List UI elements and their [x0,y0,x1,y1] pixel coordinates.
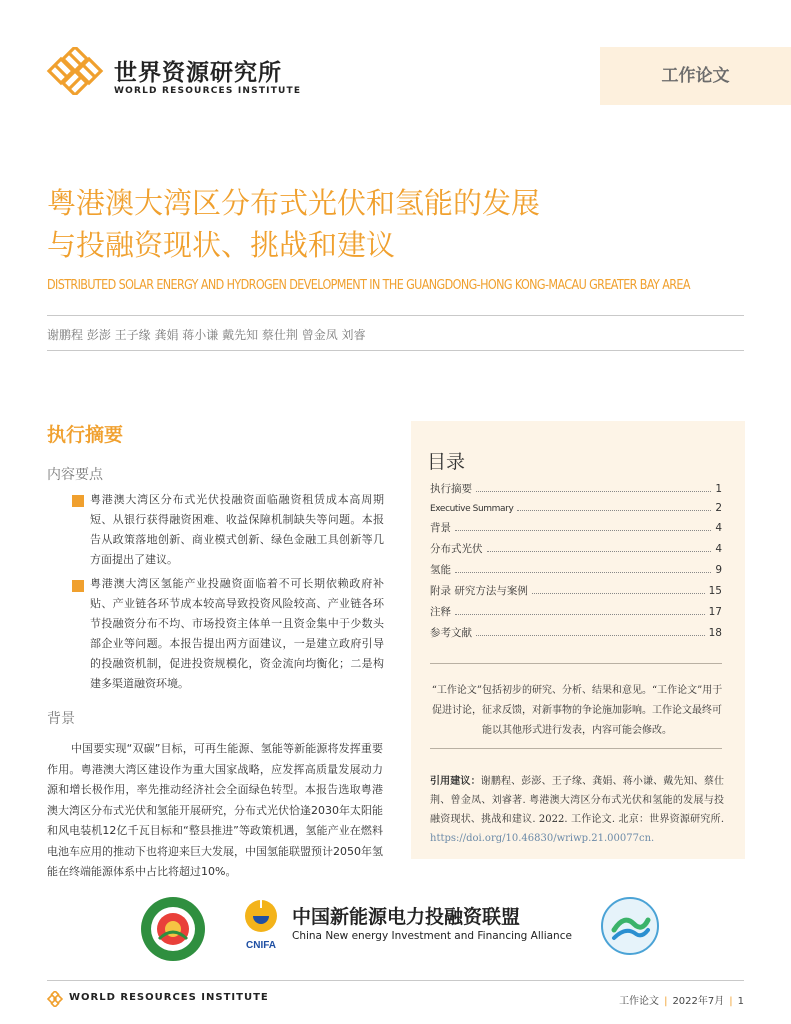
working-paper-note: “工作论文”包括初步的研究、分析、结果和意见。“工作论文”用于促进讨论，征求反馈，对新事物的争论施加影响。工作论文最终可能以其他形式进行发表，内容可能会修改。 [431,685,723,736]
cnifa-name-cn: 中国新能源电力投融资联盟 [292,906,521,928]
toc-entry-label: 参考文献 [430,627,472,639]
partner-emblem-icon [139,895,207,963]
cnifa-name-en: China New energy Investment and Financing Alliance [292,930,572,942]
bullet-marker [72,580,84,592]
toc-entry[interactable] [430,500,722,516]
toc-entry-label: 背景 [430,522,451,534]
citation-label: 引用建议： [430,776,481,787]
divider [47,350,744,351]
footer-date: 2022年7月 [672,996,725,1007]
doc-type-label: 工作论文 [661,66,730,86]
footer-info [619,992,744,1007]
page-number: 1 [737,996,744,1007]
footer-org: WORLD RESOURCES INSTITUTE [69,992,269,1003]
subheading-background: 背景 [47,711,75,727]
toc-entry-page: 4 [715,543,722,555]
subheading-key-points: 内容要点 [47,467,103,483]
toc-entry-label: 分布式光伏 [430,543,483,555]
bullet-text: 粤港澳大湾区分布式光伏投融资面临融资租赁成本高周期短、从银行获得融资困难、收益保障机制缺失等问题。本报告从政策落地创新、商业模式创新、绿色金融工具创新等几方面提出了建议。 [90,493,384,566]
divider [430,663,722,664]
toc-entry-page: 17 [708,606,722,618]
toc-entry-page: 15 [708,585,722,597]
toc-entry[interactable] [430,604,722,620]
divider [430,748,722,749]
toc-entry-page: 18 [708,627,722,639]
toc-entry-label: 注释 [430,606,451,618]
bullet-marker [72,495,84,507]
cnifa-abbr: CNIFA [246,940,276,951]
section-heading-summary: 执行摘要 [47,424,124,446]
toc-entry-page: 1 [715,483,722,495]
citation [430,772,724,848]
toc-entry-label: 执行摘要 [430,483,472,495]
title-en: DISTRIBUTED SOLAR ENERGY AND HYDROGEN DEVELOPMENT IN THE GUANGDONG-HONG KONG-MACAU GREATER BAY AREA [47,278,690,293]
org-name-en: WORLD RESOURCES INSTITUTE [114,86,302,96]
title-line-2: 与投融资现状、挑战和建议 [47,228,396,262]
footer-doc-type: 工作论文 [619,996,660,1007]
footer-separator: | [664,996,668,1007]
toc-entry-label: 氢能 [430,564,451,576]
background-paragraph: 中国要实现“双碳”目标，可再生能源、氢能等新能源将发挥重要作用。粤港澳大湾区建设作为重大国家战略，应发挥高质量发展动力源和增长极作用，率先推动经济社会全面绿色转型。本报告选取粤港澳大湾区分布式光伏和氢能开展研究，分布式光伏恰逢2030年太阳能和风电装机12亿千瓦目标和“整县推进”等政策机遇，氢能产业在燃料电池车应用的推动下也将迎来巨大发展，中国氢能联盟预计2050年氢能在终端能源体系中占比将超过10%。 [47,742,383,878]
toc-entry-page: 2 [715,502,722,514]
bullet-text: 粤港澳大湾区氢能产业投融资面临着不可长期依赖政府补贴、产业链各环节成本较高导致投资风险较高、产业链各环节投融资分布不均、市场投资主体单一且资金集中于少数头部企业等问题。本报告提出两方面建议，一是建立政府引导的投融资机制，促进投资规模化，资金流向均衡化；二是构建多渠道融资环境。 [90,577,384,690]
toc-panel [411,421,745,859]
authors: 谢鹏程 彭澎 王子缘 龚娟 蒋小谦 戴先知 蔡仕荆 曾金凤 刘睿 [47,328,366,342]
toc-entry[interactable] [430,541,722,557]
page-title [47,182,747,266]
toc-entry[interactable] [430,520,722,536]
toc-entry-label: 附录 研究方法与案例 [430,585,528,597]
toc-entry[interactable] [430,562,722,578]
citation-text: 谢鹏程、彭澎、王子缘、龚娟、蒋小谦、戴先知、蔡仕荆、曾金凤、刘睿著. 粤港澳大湾区分布式光伏和氢能的发展与投融资现状、挑战和建议. 2022. 工作论文. 北京：世界资源研究所. [430,776,725,825]
wri-logo-small-icon [47,991,63,1007]
org-name-cn: 世界资源研究所 [114,60,282,86]
title-line-1: 粤港澳大湾区分布式光伏和氢能的发展 [47,186,541,220]
toc-entry[interactable] [430,481,722,497]
toc-entry-page: 9 [715,564,722,576]
toc-entry-label: Executive Summary [430,504,514,514]
divider [47,980,744,981]
toc-entry[interactable] [430,625,722,641]
toc-heading: 目录 [427,451,466,473]
wri-logo-icon [45,47,105,95]
partner-globe-icon [600,896,660,956]
divider [47,315,744,316]
toc-entry[interactable] [430,583,722,599]
doc-type-tag [600,47,791,105]
toc-entry-page: 4 [715,522,722,534]
citation-link[interactable]: https://doi.org/10.46830/wriwp.21.00077cn. [430,833,655,844]
cnifa-logo-icon [240,896,282,952]
footer-separator: | [729,996,733,1007]
